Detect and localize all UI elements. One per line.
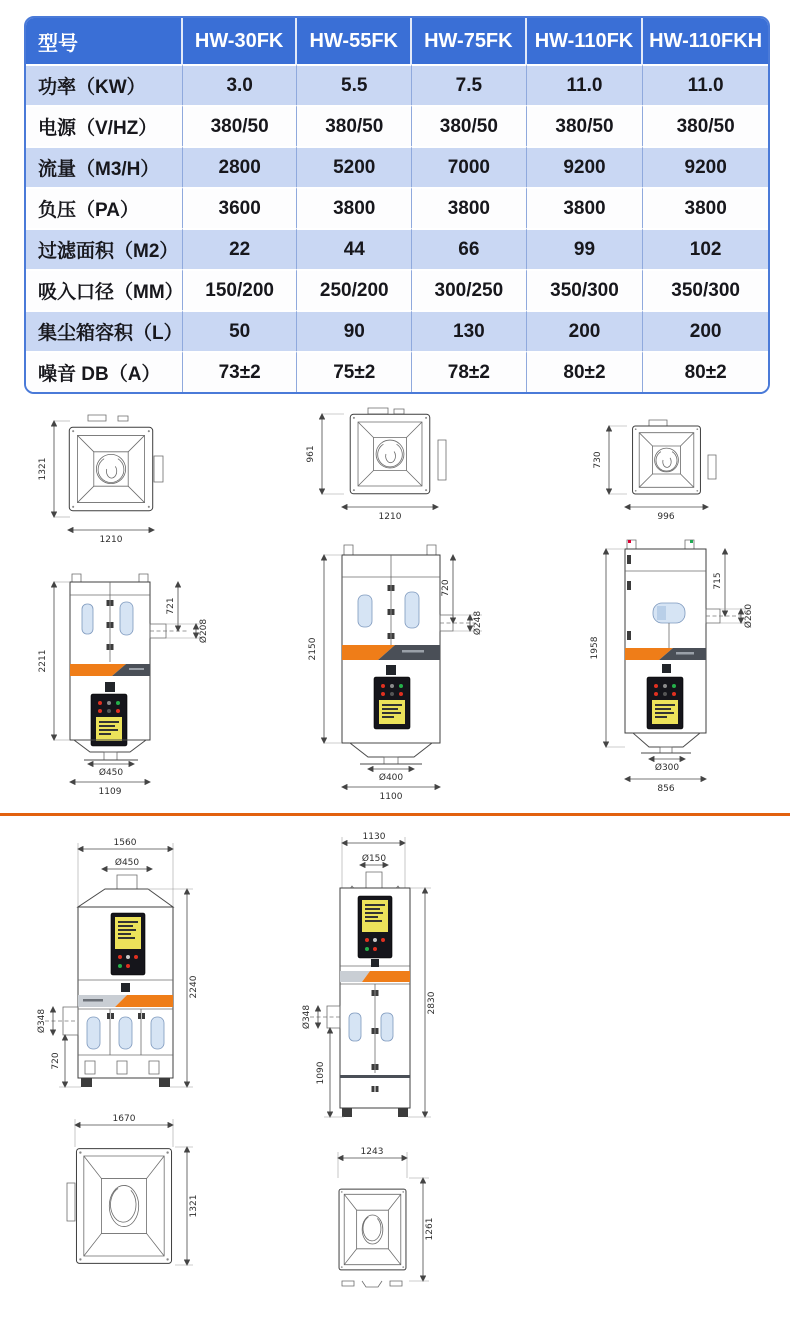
table-row [26, 64, 768, 105]
dim-inlet-dia: Ø208 [199, 618, 209, 644]
section-divider-line [0, 813, 790, 816]
spec-cell: 5200 [297, 146, 412, 187]
spec-cell: 300/250 [412, 269, 527, 310]
dim-top-width: 1210 [99, 535, 123, 545]
dim-inlet-offset: 720 [441, 579, 451, 597]
spec-cell: 3.0 [183, 64, 298, 105]
dim-height: 2830 [427, 991, 437, 1015]
dim-width: 1560 [113, 838, 137, 848]
spec-cell: 102 [643, 228, 768, 269]
spec-cell: 200 [643, 310, 768, 351]
table-row [26, 351, 768, 392]
dim-outlet-dia: Ø450 [98, 768, 124, 778]
dim-inlet-dia: Ø248 [473, 610, 483, 636]
spec-cell: 80±2 [643, 351, 768, 392]
machine1-front-view [38, 574, 209, 797]
machine1-top-view [38, 415, 163, 545]
dim-base-width: 1670 [112, 1114, 136, 1124]
spec-cell: 5.5 [297, 64, 412, 105]
dim-base-depth: 1261 [425, 1217, 435, 1241]
table-row [26, 187, 768, 228]
machine1-drawing [30, 398, 285, 798]
machine5-bottom-view [338, 1147, 435, 1287]
table-header-row [26, 18, 768, 64]
col-header-hw55fk: HW-55FK [297, 18, 412, 64]
spec-cell: 2800 [183, 146, 298, 187]
spec-cell: 380/50 [183, 105, 298, 146]
spec-cell: 130 [412, 310, 527, 351]
dim-inlet-dia: Ø260 [744, 603, 754, 629]
table-row [26, 146, 768, 187]
col-header-hw110fkh: HW-110FKH [643, 18, 768, 64]
row-label: 功率（KW） [26, 64, 183, 105]
col-header-hw75fk: HW-75FK [412, 18, 527, 64]
dim-width: 1130 [362, 832, 386, 842]
spec-cell: 73±2 [183, 351, 298, 392]
table-row [26, 269, 768, 310]
machine5-drawing [290, 828, 510, 1303]
spec-cell: 3800 [297, 187, 412, 228]
spec-cell: 78±2 [412, 351, 527, 392]
dim-width: 1100 [379, 792, 403, 802]
machine3-drawing [573, 403, 790, 801]
row-label: 吸入口径（MM） [26, 269, 183, 310]
dim-width: 856 [657, 784, 675, 794]
dim-inlet-offset: 721 [166, 597, 176, 615]
spec-cell: 3800 [527, 187, 644, 228]
dim-width: 1109 [98, 787, 122, 797]
row-label: 负压（PA） [26, 187, 183, 228]
machine2-top-view [306, 408, 446, 522]
machine5-front-view [301, 832, 437, 1117]
dim-inlet-dia: Ø348 [302, 1004, 312, 1030]
dim-inlet-offset: 715 [713, 572, 723, 590]
spec-cell: 80±2 [527, 351, 644, 392]
dim-outlet-dia: Ø300 [654, 763, 680, 773]
spec-cell: 44 [297, 228, 412, 269]
spec-cell: 380/50 [297, 105, 412, 146]
dim-top-depth: 730 [593, 451, 603, 469]
spec-cell: 99 [527, 228, 644, 269]
spec-cell: 150/200 [183, 269, 298, 310]
spec-cell: 380/50 [412, 105, 527, 146]
spec-cell: 75±2 [297, 351, 412, 392]
dim-height: 2240 [189, 975, 199, 999]
spec-cell: 7000 [412, 146, 527, 187]
row-label: 噪音 DB（A） [26, 351, 183, 392]
spec-cell: 22 [183, 228, 298, 269]
dim-inlet-offset: 720 [51, 1052, 61, 1070]
spec-cell: 380/50 [643, 105, 768, 146]
machine3-front-view [590, 540, 754, 794]
machine4-front-view [36, 838, 199, 1087]
spec-cell: 350/300 [643, 269, 768, 310]
spec-cell: 9200 [527, 146, 644, 187]
table-row [26, 310, 768, 351]
table-row [26, 105, 768, 146]
spec-cell: 380/50 [527, 105, 644, 146]
dim-height: 2211 [38, 649, 48, 673]
dim-height: 2150 [308, 637, 318, 661]
spec-cell: 3600 [183, 187, 298, 228]
table-row [26, 228, 768, 269]
spec-cell: 3800 [643, 187, 768, 228]
row-label: 过滤面积（M2） [26, 228, 183, 269]
dim-height: 1958 [590, 636, 600, 660]
dim-inlet-offset: 1090 [316, 1061, 326, 1085]
spec-cell: 3800 [412, 187, 527, 228]
spec-cell: 11.0 [527, 64, 644, 105]
spec-cell: 66 [412, 228, 527, 269]
dim-outlet-dia: Ø450 [114, 858, 140, 868]
spec-cell: 50 [183, 310, 298, 351]
spec-table [24, 16, 770, 394]
spec-cell: 11.0 [643, 64, 768, 105]
machine4-bottom-view [67, 1114, 199, 1265]
dim-outlet-dia: Ø150 [361, 854, 387, 864]
dim-base-width: 1243 [360, 1147, 384, 1157]
dim-top-width: 996 [657, 512, 675, 522]
dim-top-width: 1210 [378, 512, 402, 522]
dim-top-depth: 1321 [38, 457, 48, 481]
dim-outlet-dia: Ø400 [378, 773, 404, 783]
machine2-front-view [308, 545, 483, 802]
machine4-drawing [25, 835, 285, 1280]
spec-cell: 90 [297, 310, 412, 351]
dim-base-depth: 1321 [189, 1194, 199, 1218]
spec-cell: 7.5 [412, 64, 527, 105]
spec-cell: 9200 [643, 146, 768, 187]
col-header-model: 型号 [26, 18, 183, 64]
machine3-top-view [593, 420, 716, 522]
spec-cell: 250/200 [297, 269, 412, 310]
row-label: 集尘箱容积（L） [26, 310, 183, 351]
col-header-hw30fk: HW-30FK [183, 18, 298, 64]
machine2-drawing [290, 393, 525, 805]
row-label: 电源（V/HZ） [26, 105, 183, 146]
spec-cell: 200 [527, 310, 644, 351]
dim-inlet-dia: Ø348 [37, 1008, 47, 1034]
row-label: 流量（M3/H） [26, 146, 183, 187]
spec-cell: 350/300 [527, 269, 644, 310]
dim-top-depth: 961 [306, 445, 316, 463]
col-header-hw110fk: HW-110FK [527, 18, 644, 64]
